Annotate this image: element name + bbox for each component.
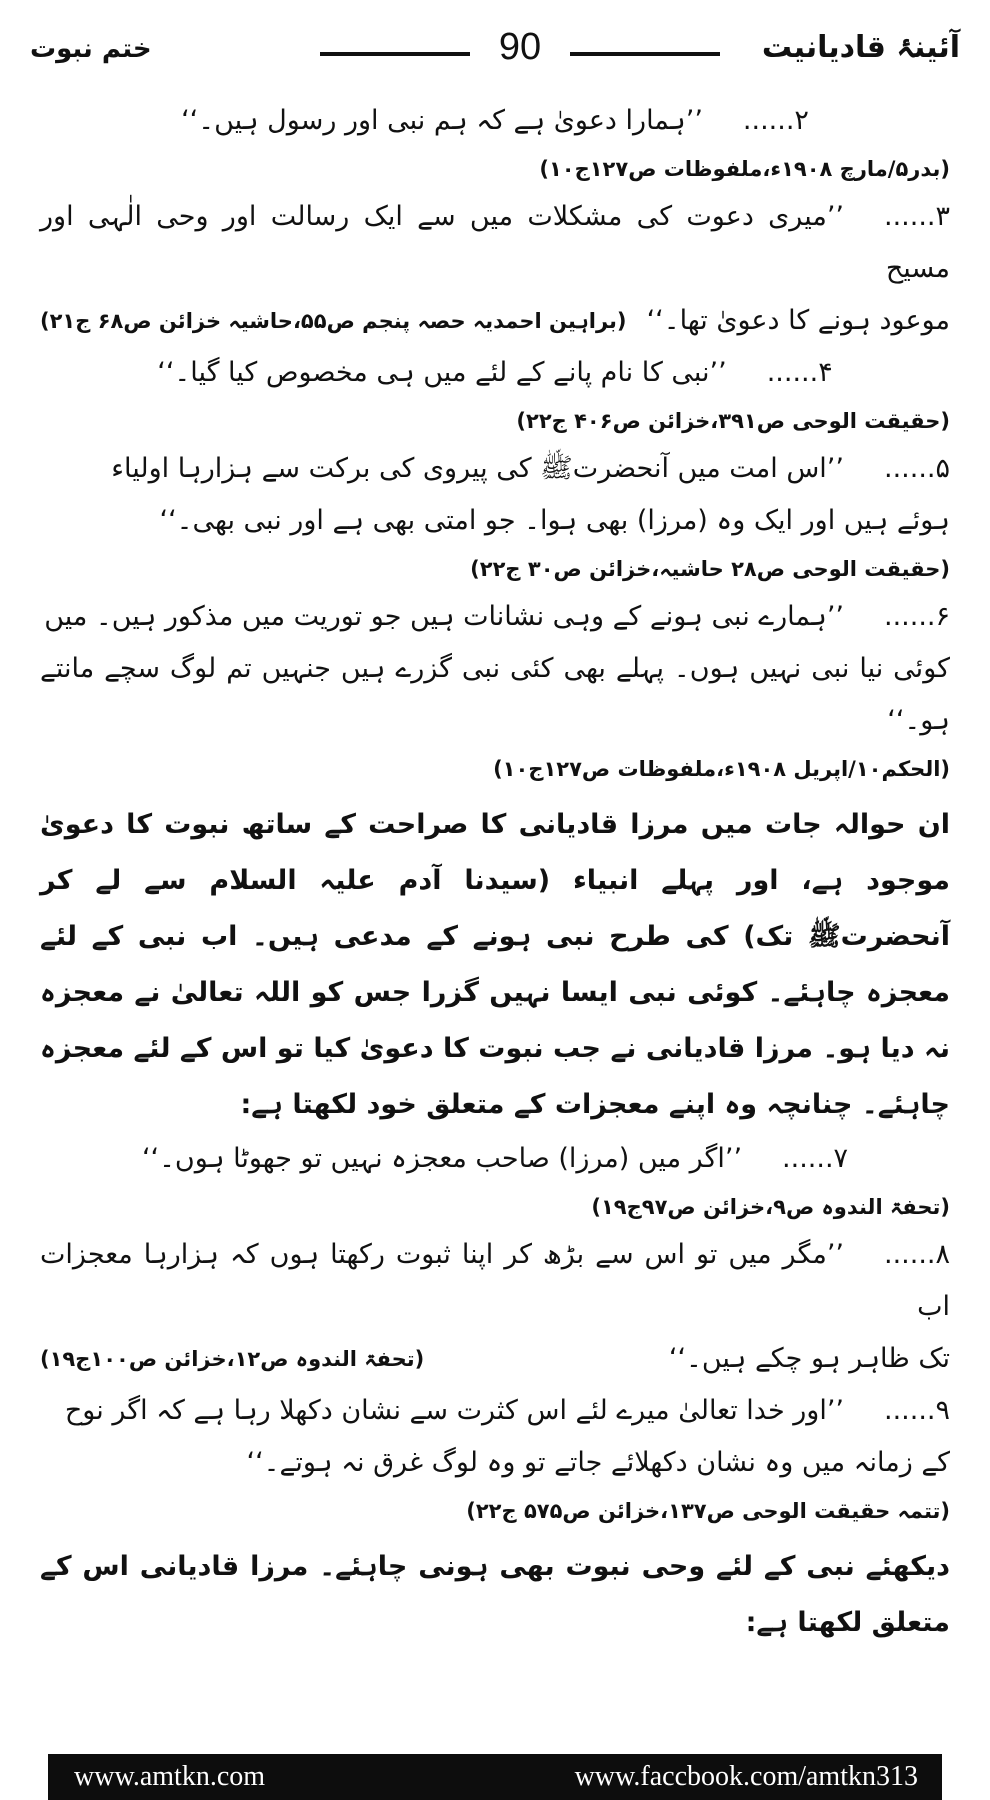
body-paragraph: دیکھئے نبی کے لئے وحی نبوت بھی ہونی چاہئے۔ مرزا قادیانی اس کے متعلق لکھتا ہے: xyxy=(40,1551,950,1638)
quote-text: ہوئے ہیں اور ایک وہ (مرزا) بھی ہوا۔ جو امتی بھی ہے اور نبی بھی۔‘‘ xyxy=(159,505,950,536)
quote-number: ۳...... xyxy=(883,201,950,232)
quote-number: ۷...... xyxy=(782,1143,849,1174)
quote-text: ’’ہمارے نبی ہونے کے وہی نشانات ہیں جو توریت میں مذکور ہیں۔ میں xyxy=(44,601,844,632)
quote-line xyxy=(40,347,950,399)
quote-line xyxy=(40,591,950,643)
quote-line xyxy=(40,1133,950,1185)
quote-line xyxy=(40,1229,950,1333)
quote-text: ’’اور خدا تعالیٰ میرے لئے اس کثرت سے نشان دکھلا رہا ہے کہ اگر نوح xyxy=(64,1395,844,1426)
quote-number: ۲...... xyxy=(742,105,809,136)
quote-number: ۴...... xyxy=(766,357,833,388)
page-footer xyxy=(48,1754,942,1800)
page-number-rule xyxy=(320,28,720,78)
quote-number: ۶...... xyxy=(883,601,950,632)
quote-text: ’’مگر میں تو اس سے بڑھ کر اپنا ثبوت رکھتا ہوں کہ ہزارہا معجزات اب xyxy=(40,1239,950,1322)
quote-line-with-reference xyxy=(40,1333,950,1385)
quote-text: ’’اگر میں (مرزا) صاحب معجزہ نہیں تو جھوٹا ہوں۔‘‘ xyxy=(141,1143,743,1174)
footer-facebook-link[interactable]: www.faccbook.com/amtkn313 xyxy=(574,1761,918,1792)
quote-line xyxy=(40,443,950,495)
reference-citation: (تتمہ حقیقت الوحی ص۱۳۷،خزائن ص۵۷۵ ج۲۲) xyxy=(466,1499,950,1523)
reference-citation: (بدر۵/مارچ ۱۹۰۸ء،ملفوظات ص۱۲۷ج۱۰) xyxy=(539,157,950,181)
quote-line-with-reference xyxy=(40,295,950,347)
footer-website-link[interactable]: www.amtkn.com xyxy=(74,1761,266,1792)
quote-number: ۵...... xyxy=(883,453,950,484)
quote-text: موعود ہونے کا دعویٰ تھا۔‘‘ xyxy=(646,305,950,336)
quote-text: ’’ہمارا دعویٰ ہے کہ ہم نبی اور رسول ہیں۔‘‘ xyxy=(181,105,703,136)
quote-line xyxy=(40,1437,950,1489)
book-title: آئینۂ قادیانیت xyxy=(761,30,960,65)
quote-number: ۸...... xyxy=(883,1239,950,1270)
quote-text: تک ظاہر ہو چکے ہیں۔‘‘ xyxy=(668,1343,950,1374)
reference-citation: (حقیقت الوحی ص۲۸ حاشیہ،خزائن ص۳۰ ج۲۲) xyxy=(470,557,950,581)
header-rule-right xyxy=(570,52,720,56)
reference-citation: (الحکم۱۰/اپریل ۱۹۰۸ء،ملفوظات ص۱۲۷ج۱۰) xyxy=(493,757,950,781)
quote-text: ’’میری دعوت کی مشکلات میں سے ایک رسالت اور وحی الٰہی اور مسیح xyxy=(40,201,950,284)
reference-citation: (تحفۃ الندوہ ص۹،خزائن ص۹۷ج۱۹) xyxy=(591,1195,950,1219)
quote-text: ’’اس امت میں آنحضرتﷺ کی پیروی کی برکت سے ہزارہا اولیاء xyxy=(111,453,844,484)
header-rule-left xyxy=(320,52,470,56)
quote-text: کوئی نیا نبی نہیں ہوں۔ پہلے بھی کئی نبی گزرے ہیں جنہیں تم لوگ سچے مانتے ہو۔‘‘ xyxy=(40,653,950,736)
page-body xyxy=(40,95,950,1651)
quote-line xyxy=(40,643,950,747)
quote-line xyxy=(40,1385,950,1437)
reference-citation: (حقیقت الوحی ص۳۹۱،خزائن ص۴۰۶ ج۲۲) xyxy=(516,409,950,433)
quote-line xyxy=(40,95,950,147)
page-header xyxy=(30,28,960,78)
section-title: ختم نبوت xyxy=(30,34,152,64)
reference-citation: (براہین احمدیہ حصہ پنجم ص۵۵،حاشیہ خزائن ص۶۸ ج۲۱) xyxy=(40,309,627,333)
page-number: 90 xyxy=(498,26,542,68)
quote-line xyxy=(40,191,950,295)
quote-number: ۹...... xyxy=(883,1395,950,1426)
body-paragraph: ان حوالہ جات میں مرزا قادیانی کا صراحت کے ساتھ نبوت کا دعویٰ موجود ہے، اور پہلے انبیاء (سیدنا آدم علیہ السلام سے لے کر آنحضرتﷺ تک) کی طرح نبی ہونے کے مدعی ہیں۔ اب نبی کے لئے معجزہ چاہئے۔ کوئی نبی ایسا نہیں گزرا جس کو اللہ تعالیٰ نے معجزہ نہ دیا ہو۔ مرزا قادیانی نے جب نبوت کا دعویٰ کیا تو اس کے لئے معجزہ چاہئے۔ چنانچہ وہ اپنے معجزات کے متعلق خود لکھتا ہے: xyxy=(40,809,950,1120)
quote-line xyxy=(40,495,950,547)
quote-text: کے زمانہ میں وہ نشان دکھلائے جاتے تو وہ لوگ غرق نہ ہوتے۔‘‘ xyxy=(246,1447,950,1478)
reference-citation: (تحفۃ الندوہ ص۱۲،خزائن ص۱۰۰ج۱۹) xyxy=(40,1347,425,1371)
quote-text: ’’نبی کا نام پانے کے لئے میں ہی مخصوص کیا گیا۔‘‘ xyxy=(157,357,727,388)
